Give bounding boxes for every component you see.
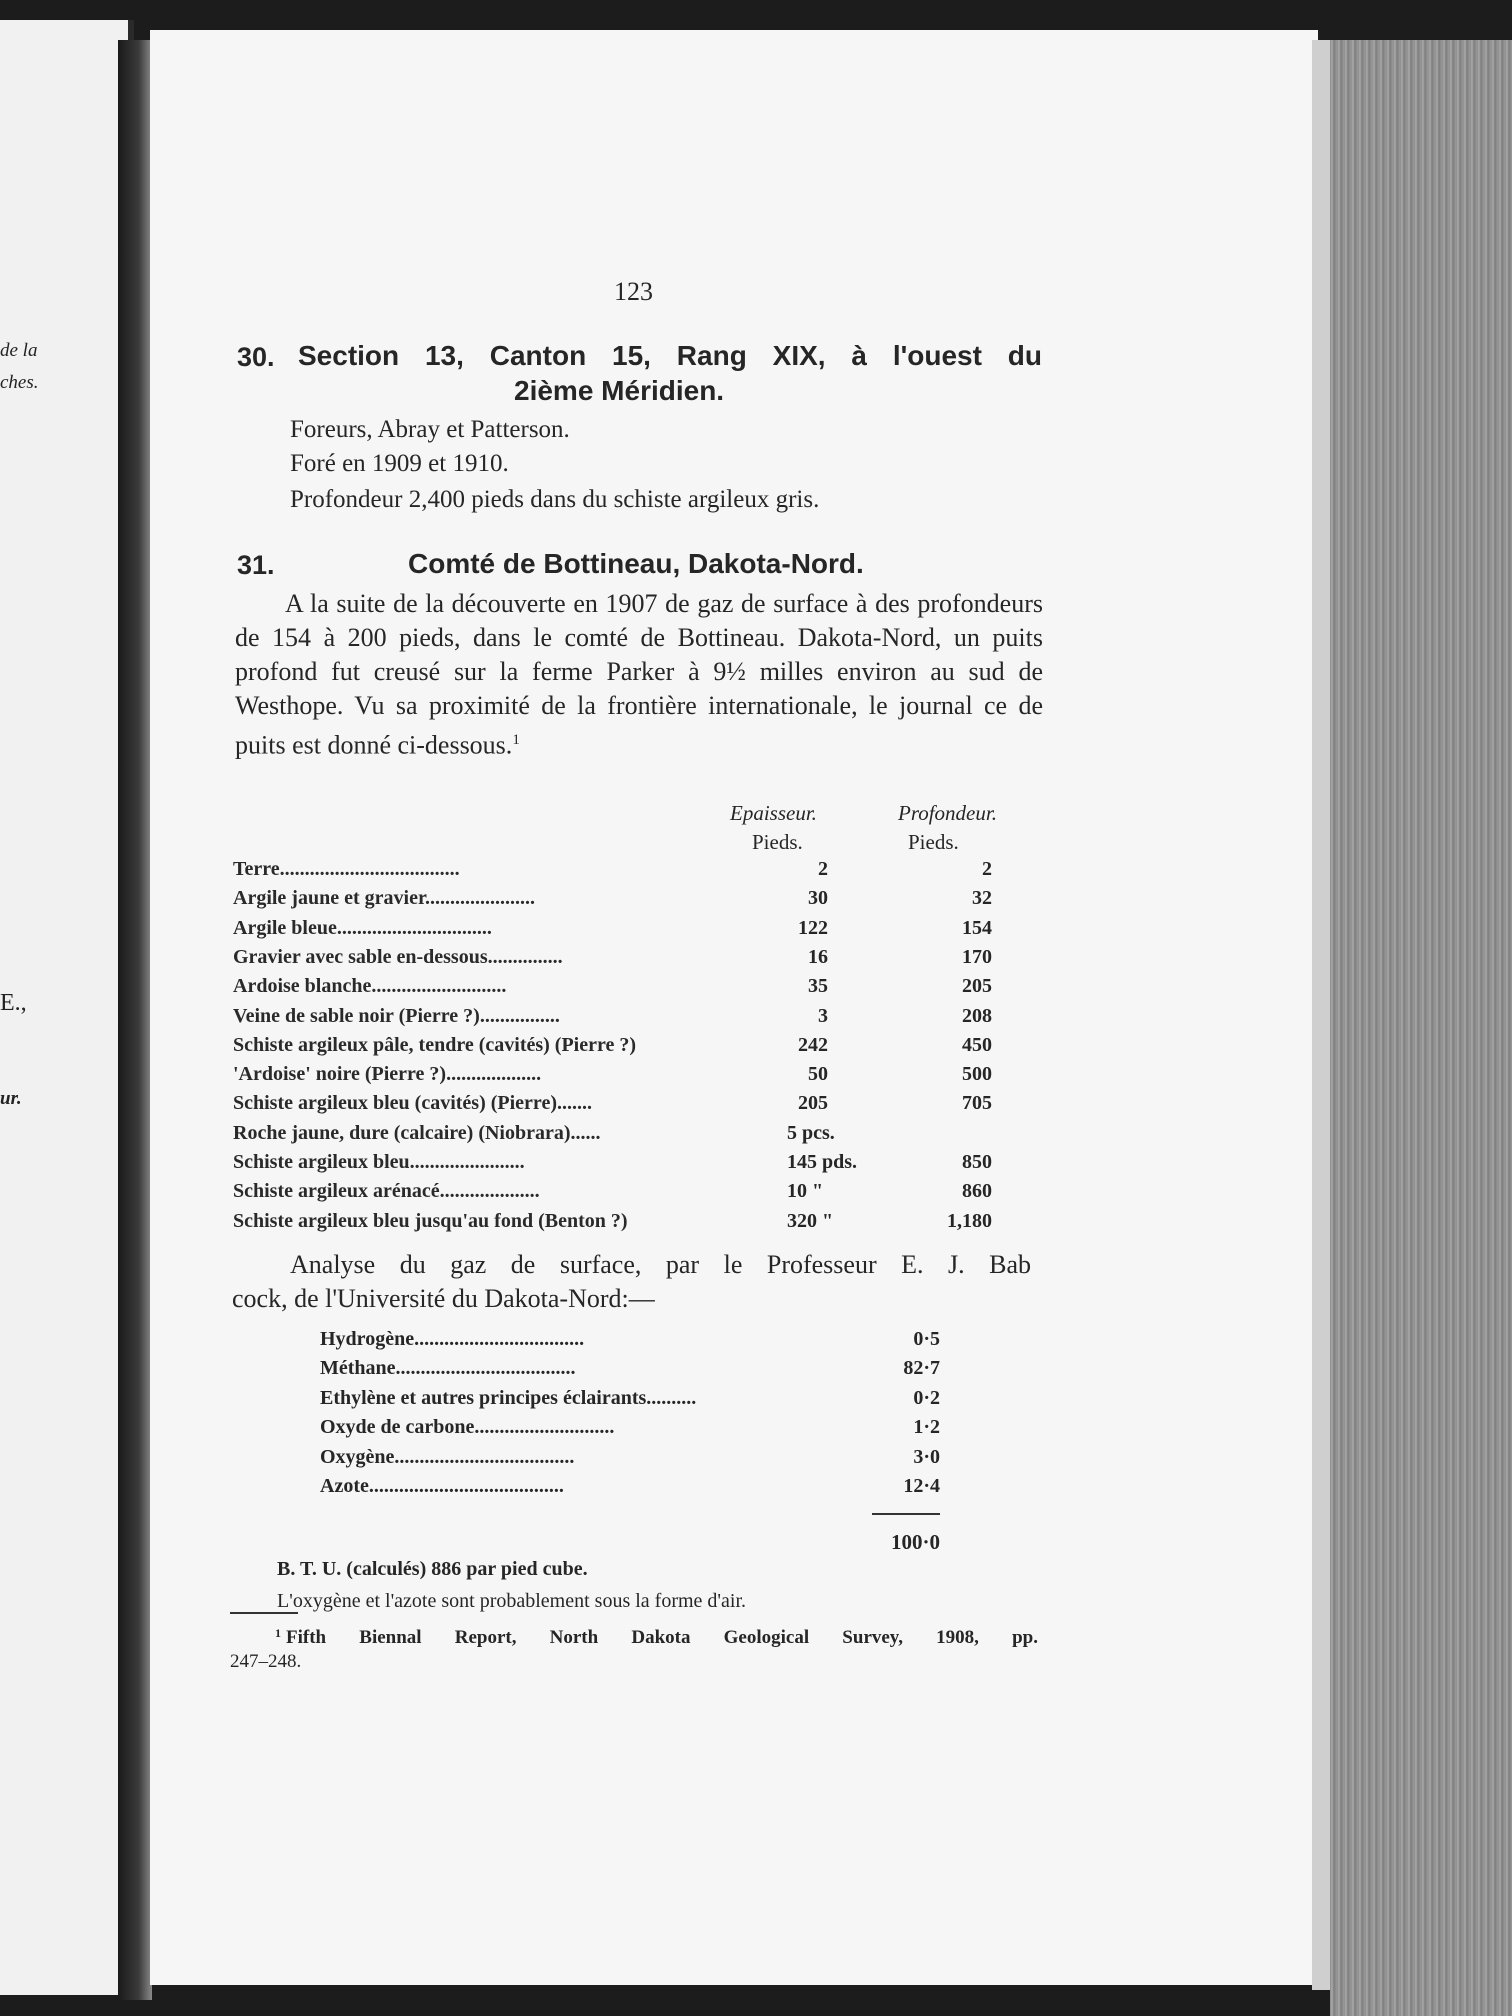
depth-cell: 850: [962, 1151, 992, 1173]
btu-note: B. T. U. (calculés) 886 par pied cube.: [277, 1558, 588, 1580]
depth-cell: 500: [962, 1063, 992, 1085]
gas-total: 100·0: [890, 1530, 940, 1554]
page-edge: [1312, 40, 1332, 1990]
thickness-cell: 3: [818, 1005, 828, 1027]
row-label: Gravier avec sable en-dessous...............: [233, 946, 563, 968]
row-label: Roche jaune, dure (calcaire) (Niobrara)......: [233, 1122, 601, 1144]
thickness-cell: 10 ": [787, 1180, 824, 1202]
row-label: Schiste argileux arénacé....................: [233, 1180, 540, 1202]
gas-label: Oxyde de carbone............................: [320, 1416, 615, 1438]
depth-cell: 208: [962, 1005, 992, 1027]
gas-value: 0·5: [913, 1328, 940, 1350]
air-note: L'oxygène et l'azote sont probablement sous la forme d'air.: [277, 1590, 747, 1612]
footnote-ref: 1: [512, 732, 520, 748]
row-label: Argile bleue...............................: [233, 917, 492, 939]
section-31-title: Comté de Bottineau, Dakota-Nord.: [408, 548, 864, 579]
left-page-fragment: E.,: [0, 990, 27, 1016]
book-page-edges: [1330, 40, 1512, 2016]
section-30-drillers: Foreurs, Abray et Patterson.: [290, 416, 570, 443]
depth-cell: 1,180: [947, 1210, 992, 1232]
depth-cell: 205: [962, 975, 992, 997]
thickness-cell: 320 ": [787, 1210, 834, 1232]
section-30-title-line1: Section 13, Canton 15, Rang XIX, à l'ouest du: [298, 340, 1042, 371]
section-30-drilled: Foré en 1909 et 1910.: [290, 450, 509, 477]
row-label: Schiste argileux pâle, tendre (cavités) (Pierre ?): [233, 1034, 637, 1056]
depth-cell: 2: [982, 858, 992, 880]
col-thickness-head: Epaisseur.: [730, 801, 817, 825]
thickness-cell: 35: [808, 975, 828, 997]
thickness-cell: 16: [808, 946, 828, 968]
thickness-cell: 122: [798, 917, 828, 939]
row-label: Terre....................................: [233, 858, 460, 880]
gas-label: Azote.......................................: [320, 1475, 564, 1497]
left-page-fragment: ur.: [0, 1088, 22, 1109]
gas-value: 82·7: [903, 1357, 940, 1379]
gas-value: 0·2: [913, 1387, 940, 1409]
col-depth-head: Profondeur.: [898, 801, 997, 825]
section-30-depth: Profondeur 2,400 pieds dans du schiste argileux gris.: [290, 486, 820, 513]
gas-label: Oxygène....................................: [320, 1446, 575, 1468]
col-thickness-unit: Pieds.: [752, 830, 803, 854]
thickness-cell: 205: [798, 1092, 828, 1114]
footnote-mark: 1: [275, 1626, 281, 1640]
col-depth-unit: Pieds.: [908, 830, 959, 854]
left-page-fragment: de la: [0, 340, 38, 361]
section-31-paragraph: [235, 587, 1043, 763]
book-gutter: [118, 40, 152, 2000]
thickness-cell: 242: [798, 1034, 828, 1056]
section-31-number: 31.: [237, 550, 275, 580]
section-30-number: 30.: [237, 342, 275, 372]
total-rule: [872, 1513, 940, 1515]
thickness-cell: 5 pcs.: [787, 1122, 835, 1144]
gas-value: 1·2: [913, 1416, 940, 1438]
paragraph-text: A la suite de la découverte en 1907 de gaz de surface à des profondeurs de 154 à 200 pieds, dans le comté de Bottineau. Dakota-Nord, un puits profond fut creusé sur la ferme Parker à 9½ milles environ au sud de Westhope. Vu sa proximité de la frontière internationale, le journal ce de puits est donné ci-dessous.: [235, 589, 1043, 760]
depth-cell: 450: [962, 1034, 992, 1056]
thickness-cell: 50: [808, 1063, 828, 1085]
row-label: Veine de sable noir (Pierre ?)................: [233, 1005, 560, 1027]
gas-label: Hydrogène..................................: [320, 1328, 585, 1350]
thickness-cell: 145 pds.: [787, 1151, 858, 1173]
section-30-title-line2: 2ième Méridien.: [514, 375, 725, 406]
gas-intro-line2: cock, de l'Université du Dakota-Nord:—: [232, 1284, 655, 1313]
depth-cell: 154: [962, 917, 992, 939]
gas-value: 12·4: [903, 1475, 940, 1497]
row-label: 'Ardoise' noire (Pierre ?)...................: [233, 1063, 542, 1085]
row-label: Schiste argileux bleu (cavités) (Pierre).......: [233, 1092, 592, 1114]
gas-label: Méthane....................................: [320, 1357, 576, 1379]
depth-cell: 170: [962, 946, 992, 968]
row-label: Schiste argileux bleu.......................: [233, 1151, 525, 1173]
gas-value: 3·0: [913, 1446, 940, 1468]
thickness-cell: 2: [818, 858, 828, 880]
left-page-fragment: ches.: [0, 372, 39, 393]
page-number: 123: [614, 277, 653, 306]
thickness-cell: 30: [808, 887, 828, 909]
row-label: Ardoise blanche...........................: [233, 975, 507, 997]
depth-cell: 32: [972, 887, 992, 909]
depth-cell: 705: [962, 1092, 992, 1114]
depth-cell: 860: [962, 1180, 992, 1202]
footnote-line2: 247–248.: [230, 1651, 302, 1672]
gas-intro-line1: Analyse du gaz de surface, par le Professeur E. J. Bab: [290, 1250, 1031, 1279]
footnote-rule: [230, 1612, 298, 1614]
row-label: Argile jaune et gravier......................: [233, 887, 535, 909]
footnote-line1: Fifth Biennal Report, North Dakota Geological Survey, 1908, pp.: [286, 1627, 1038, 1648]
row-label: Schiste argileux bleu jusqu'au fond (Benton ?): [233, 1210, 628, 1232]
gas-label: Ethylène et autres principes éclairants..........: [320, 1387, 697, 1409]
